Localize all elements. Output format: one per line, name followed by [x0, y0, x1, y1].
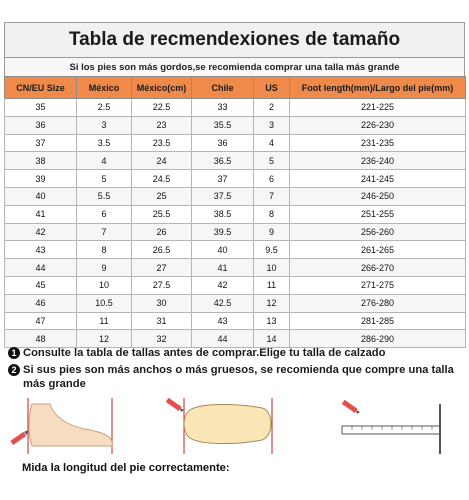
table-cell: 39.5 — [192, 223, 254, 241]
table-cell: 37 — [192, 170, 254, 188]
table-row — [5, 312, 466, 330]
table-cell: 3 — [77, 116, 132, 134]
table-cell: 251-255 — [290, 205, 466, 223]
table-row — [5, 205, 466, 223]
table-cell: 266-270 — [290, 259, 466, 277]
table-cell: 2.5 — [77, 99, 132, 117]
table-cell: 48 — [5, 330, 77, 348]
table-cell: 41 — [5, 205, 77, 223]
number-two-icon: 2 — [8, 364, 20, 376]
table-cell: 231-235 — [290, 134, 466, 152]
header-mexico-cm: México(cm) — [132, 77, 192, 99]
table-cell: 36.5 — [192, 152, 254, 170]
table-cell: 30 — [132, 294, 192, 312]
table-cell: 25.5 — [132, 205, 192, 223]
table-cell: 9 — [254, 223, 290, 241]
table-cell: 39 — [5, 170, 77, 188]
table-cell: 24.5 — [132, 170, 192, 188]
header-cn-eu: CN/EU Size — [5, 77, 77, 99]
table-cell: 12 — [254, 294, 290, 312]
table-cell: 10.5 — [77, 294, 132, 312]
table-cell: 8 — [254, 205, 290, 223]
table-cell: 281-285 — [290, 312, 466, 330]
table-cell: 226-230 — [290, 116, 466, 134]
table-cell: 46 — [5, 294, 77, 312]
foot-top-illustration — [162, 396, 287, 456]
table-cell: 27 — [132, 259, 192, 277]
table-cell: 2 — [254, 99, 290, 117]
table-cell: 10 — [254, 259, 290, 277]
table-cell: 13 — [254, 312, 290, 330]
table-cell: 43 — [5, 241, 77, 259]
footer-instruction: Mida la longitud del pie correctamente: — [22, 462, 230, 474]
header-chile: Chile — [192, 77, 254, 99]
table-cell: 43 — [192, 312, 254, 330]
table-row — [5, 170, 466, 188]
table-cell: 41 — [192, 259, 254, 277]
table-cell: 23 — [132, 116, 192, 134]
table-row — [5, 276, 466, 294]
table-cell: 4 — [77, 152, 132, 170]
table-cell: 3 — [254, 116, 290, 134]
table-cell: 6 — [77, 205, 132, 223]
table-cell: 38.5 — [192, 205, 254, 223]
pencil-icon — [342, 400, 360, 414]
table-cell: 42 — [192, 276, 254, 294]
table-row — [5, 152, 466, 170]
table-header-row — [5, 77, 466, 99]
table-cell: 7 — [77, 223, 132, 241]
header-mexico: México — [77, 77, 132, 99]
table-cell: 47 — [5, 312, 77, 330]
table-cell: 256-260 — [290, 223, 466, 241]
note-1-text: Consulte la tabla de tallas antes de comprar.Elige tu talla de calzado — [23, 347, 386, 359]
table-cell: 8 — [77, 241, 132, 259]
table-cell: 40 — [192, 241, 254, 259]
table-cell: 31 — [132, 312, 192, 330]
table-cell: 32 — [132, 330, 192, 348]
note-1 — [8, 346, 463, 360]
table-cell: 36 — [5, 116, 77, 134]
foot-side-illustration — [10, 396, 130, 456]
header-us: US — [254, 77, 290, 99]
table-cell: 26.5 — [132, 241, 192, 259]
table-cell: 42 — [5, 223, 77, 241]
table-cell: 37.5 — [192, 187, 254, 205]
table-cell: 22.5 — [132, 99, 192, 117]
table-cell: 44 — [192, 330, 254, 348]
pencil-icon — [166, 398, 184, 412]
table-row — [5, 187, 466, 205]
page-title: Tabla de recmendexiones de tamaño — [4, 22, 465, 58]
pencil-icon — [10, 430, 28, 445]
table-cell: 26 — [132, 223, 192, 241]
table-cell: 11 — [77, 312, 132, 330]
table-cell: 286-290 — [290, 330, 466, 348]
table-row — [5, 223, 466, 241]
table-cell: 23.5 — [132, 134, 192, 152]
table-cell: 27.5 — [132, 276, 192, 294]
number-one-icon: 1 — [8, 347, 20, 359]
table-row — [5, 99, 466, 117]
page-subtitle: Si los pies son más gordos,se recomienda comprar una talla más grande — [4, 58, 465, 76]
table-row — [5, 241, 466, 259]
table-cell: 276-280 — [290, 294, 466, 312]
table-cell: 241-245 — [290, 170, 466, 188]
table-cell: 38 — [5, 152, 77, 170]
table-cell: 14 — [254, 330, 290, 348]
table-cell: 42.5 — [192, 294, 254, 312]
table-cell: 4 — [254, 134, 290, 152]
table-cell: 9 — [77, 259, 132, 277]
table-cell: 25 — [132, 187, 192, 205]
table-cell: 12 — [77, 330, 132, 348]
table-cell: 271-275 — [290, 276, 466, 294]
table-cell: 9.5 — [254, 241, 290, 259]
table-row — [5, 116, 466, 134]
table-cell: 11 — [254, 276, 290, 294]
table-cell: 33 — [192, 99, 254, 117]
table-cell: 44 — [5, 259, 77, 277]
note-2-text: Si sus pies son más anchos o más gruesos, se recomienda que compre una talla más grande — [23, 364, 454, 390]
header-foot-length: Foot length(mm)/Largo del pie(mm) — [290, 77, 466, 99]
table-cell: 24 — [132, 152, 192, 170]
table-cell: 3.5 — [77, 134, 132, 152]
table-cell: 6 — [254, 170, 290, 188]
table-cell: 40 — [5, 187, 77, 205]
table-cell: 261-265 — [290, 241, 466, 259]
table-cell: 5 — [254, 152, 290, 170]
size-table — [4, 76, 466, 348]
table-cell: 221-225 — [290, 99, 466, 117]
measure-wall-illustration — [330, 396, 460, 456]
table-cell: 7 — [254, 187, 290, 205]
table-cell: 35 — [5, 99, 77, 117]
table-cell: 35.5 — [192, 116, 254, 134]
table-cell: 246-250 — [290, 187, 466, 205]
table-cell: 10 — [77, 276, 132, 294]
note-2 — [8, 363, 463, 391]
table-cell: 36 — [192, 134, 254, 152]
table-row — [5, 259, 466, 277]
table-cell: 236-240 — [290, 152, 466, 170]
table-cell: 5.5 — [77, 187, 132, 205]
table-cell: 5 — [77, 170, 132, 188]
table-cell: 37 — [5, 134, 77, 152]
table-cell: 45 — [5, 276, 77, 294]
table-row — [5, 330, 466, 348]
table-row — [5, 134, 466, 152]
table-row — [5, 294, 466, 312]
